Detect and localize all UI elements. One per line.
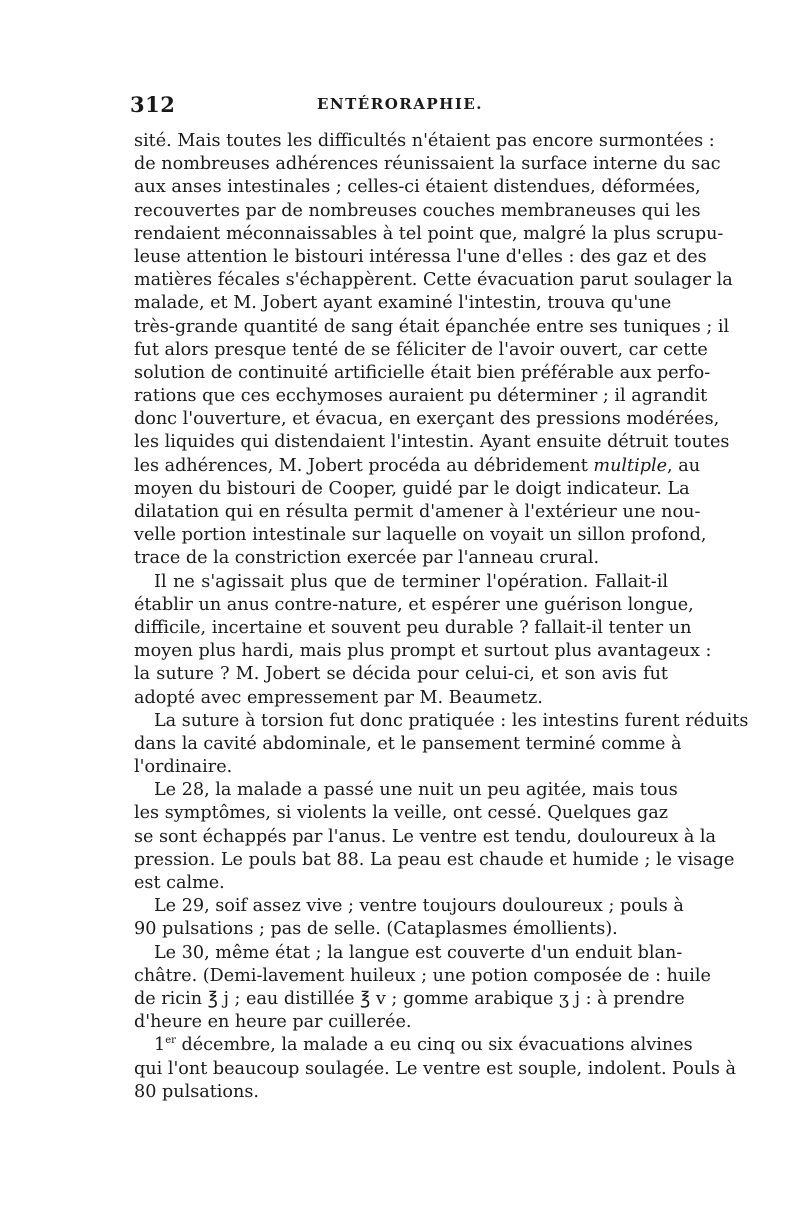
text-line: très-grande quantité de sang était épanchée entre ses tuniques ; il [134,316,730,337]
text-line: établir un anus contre-nature, et espérer une guérison longue, [134,594,694,615]
text-line: la suture ? M. Jobert se décida pour celui-ci, et son avis fut [134,664,668,685]
text-line: adopté avec empressement par M. Beaumetz. [134,687,543,708]
text-line: rations que ces ecchymoses auraient pu déterminer ; il agrandit [134,386,708,407]
text-line: dilatation qui en résulta permit d'amener à l'extérieur une nou- [134,502,701,522]
text-line: fut alors presque tenté de se féliciter de l'avoir ouvert, car cette [134,339,708,360]
text-line: 90 pulsations ; pas de selle. (Cataplasmes émollients). [134,919,618,940]
running-title: ENTÉRORAPHIE. [317,95,483,113]
text-line: Le 28, la malade a passé une nuit un peu agitée, mais tous [154,780,678,801]
text-line: leuse attention le bistouri intéressa l'une d'elles : des gaz et des [134,246,707,267]
text-line: donc l'ouverture, et évacua, en exerçant des pressions modérées, [134,409,720,430]
text-line: matières fécales s'échappèrent. Cette évacuation parut soulager la [134,270,733,291]
text-line: recouvertes par de nombreuses couches membraneuses qui les [134,200,701,221]
text-line: les liquides qui distendaient l'intestin. Ayant ensuite détruit toutes [134,432,730,453]
text-line: se sont échappés par l'anus. Le ventre est tendu, douloureux à la [134,826,717,847]
text-line: les adhérences, M. Jobert procéda au débridement multiple, au [134,455,701,476]
text-line: moyen plus hardi, mais plus prompt et surtout plus avantageux : [134,641,712,662]
text-line: 80 pulsations. [134,1081,259,1102]
text-line: difficile, incertaine et souvent peu durable ? fallait-il tenter un [134,617,692,638]
text-line: trace de la constriction exercée par l'anneau crural. [134,548,600,569]
text-line: les symptômes, si violents la veille, ont cessé. Quelques gaz [134,803,668,824]
text-line: aux anses intestinales ; celles-ci étaient distendues, déformées, [134,177,701,198]
page-number: 312 [130,92,176,117]
text-line: de nombreuses adhérences réunissaient la surface interne du sac [134,154,721,175]
text-line: qui l'ont beaucoup soulagée. Le ventre est souple, indolent. Pouls à [134,1058,736,1079]
text-line: sité. Mais toutes les difficultés n'étaient pas encore surmontées : [134,131,715,151]
text-line: rendaient méconnaissables à tel point que, malgré la plus scrupu- [134,223,724,244]
text-line: dans la cavité abdominale, et le pansement terminé comme à [134,733,682,754]
text-line: solution de continuité artificielle était bien préférable aux perfo- [134,362,711,383]
text-line: châtre. (Demi-lavement huileux ; une potion composée de : huile [134,965,711,986]
text-line: moyen du bistouri de Cooper, guidé par le doigt indicateur. La [134,478,690,499]
text-line: d'heure en heure par cuillerée. [134,1012,412,1033]
text-line: velle portion intestinale sur laquelle on voyait un sillon profond, [134,525,707,546]
text-line: Le 30, même état ; la langue est couverte d'un enduit blan- [154,942,683,963]
text-line: 1er décembre, la malade a eu cinq ou six évacuations alvines [154,1035,693,1056]
body-text [134,130,749,1104]
text-line: malade, et M. Jobert ayant examiné l'intestin, trouva qu'une [134,293,672,314]
text-line: l'ordinaire. [134,757,233,778]
text-line: pression. Le pouls bat 88. La peau est chaude et humide ; le visage [134,849,735,870]
page-header [130,92,670,124]
text-line: Le 29, soif assez vive ; ventre toujours douloureux ; pouls à [154,896,684,917]
text-line: La suture à torsion fut donc pratiquée : les intestins furent réduits [154,710,749,731]
text-line: Il ne s'agissait plus que de terminer l'opération. Fallait-il [154,571,668,592]
text-line: est calme. [134,873,225,893]
text-line: de ricin ℥ j ; eau distillée ℥ v ; gomme arabique ʒ j : à prendre [134,988,685,1009]
